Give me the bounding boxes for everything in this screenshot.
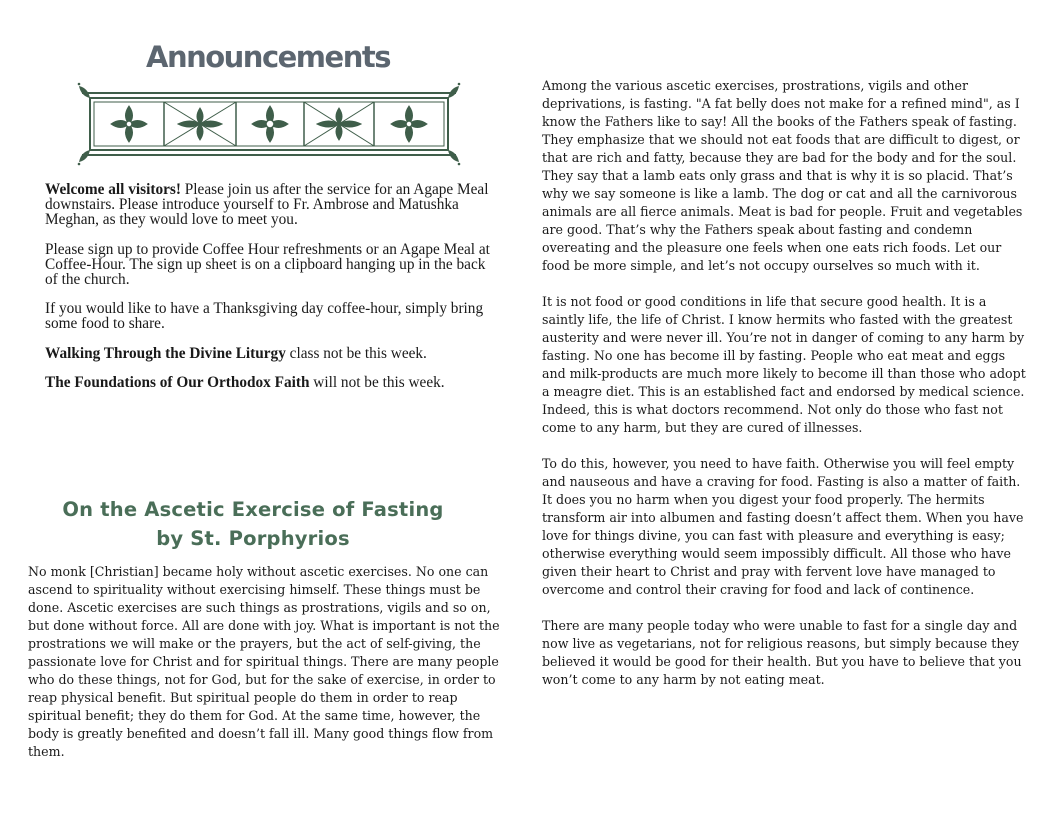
article-heading: [28, 495, 478, 553]
welcome-text: Please join us after the service for an Agape Meal downstairs. Please introduce yourself to Fr. Ambrose and Matushka Meghan, as they would love to meet you.: [45, 181, 489, 228]
article-title: On the Ascetic Exercise of Fasting: [62, 498, 444, 521]
announcements-body: [45, 182, 495, 405]
welcome-paragraph: [45, 182, 495, 227]
thanksgiving-paragraph: If you would like to have a Thanksgiving day coffee-hour, simply bring some food to share.: [45, 300, 484, 332]
article-paragraph-4: To do this, however, you need to have faith. Otherwise you will feel empty and nauseous and have a craving for food. Fasting is also a matter of faith. It does you no harm when you digest your food properly. The hermits transform air into albumen and fasting doesn’t affect them. When you have love for things divine, you can fast with pleasure and everything is easy; otherwise everything would seem impossibly difficult. All those who have given their heart to Christ and pray with fervent love have managed to overcome and control their craving for food and lack of continence.: [542, 456, 1024, 597]
foundations-title: The Foundations of Our Orthodox Faith: [45, 374, 310, 391]
article-paragraph-2: Among the various ascetic exercises, prostrations, vigils and other deprivations, is fasting. "A fat belly does not make for a refined mind", as I know the Fathers like to say! All the books of the Fathers speak of fasting. They emphasize that we should not eat foods that are difficult to digest, or that are rich and fatty, because they are bad for the body and for the soul. They say that a lamb eats only grass and that is why it is so placid. That’s why we say someone is like a lamb. The dog or cat and all the carnivorous animals are all fierce animals. Meat is bad for people. Fruit and vegetables are good. That’s why the Fathers speak about fasting and condemn overeating and the pleasure one feels when one eats rich foods. Let our food be more simple, and let’s not occupy ourselves so much with it.: [542, 78, 1023, 273]
liturgy-class-paragraph: [45, 346, 495, 361]
article-paragraph-3: It is not food or good conditions in life that secure good health. It is a saintly life, the life of Christ. I know hermits who fasted with the greatest austerity and were never ill. You’re not in danger of coming to any harm by fasting. No one has become ill by fasting. People who eat meat and eggs and milk-products are much more likely to become ill than those who adopt a meagre diet. This is an established fact and endorsed by medical science. Indeed, this is what doctors recommend. Not only do those who fast not come to any harm, but they are cured of illnesses.: [542, 294, 1026, 435]
announcements-heading: Announcements: [146, 40, 390, 74]
liturgy-class-title: Walking Through the Divine Liturgy: [45, 344, 286, 362]
article-paragraph-5: There are many people today who were unable to fast for a single day and now live as vegetarians, not for religious reasons, but simply because they believed it would be good for their health. But you have to believe that you won’t come to any harm by not eating meat.: [542, 618, 1022, 687]
liturgy-class-text: class not be this week.: [285, 344, 427, 362]
article-paragraph-1: No monk [Christian] became holy without ascetic exercises. No one can ascend to spirituality without exercising himself. These things must be done. Ascetic exercises are such things as prostrations, vigils and so on, but done without force. All are done with joy. What is important is not the prostrations we will make or the prayers, but the act of self-giving, the passionate love for Christ and for spiritual things. There are many people who do these things, not for God, but for the sake of exercise, in order to reap physical benefit. But spiritual people do them in order to reap spiritual benefit; they do them for God. At the same time, however, the body is greatly benefited and doesn’t fall ill. Many good things flow from them.: [28, 564, 500, 759]
right-column: [542, 77, 1026, 707]
foundations-paragraph: [45, 375, 495, 390]
foundations-text: will not be this week.: [309, 374, 445, 391]
article-body-left: [28, 563, 510, 761]
decorative-ornament-border: [74, 80, 464, 168]
coffee-hour-paragraph: Please sign up to provide Coffee Hour refreshments or an Agape Meal at Coffee-Hour. The sign up sheet is on a clipboard hanging up in the back of the church.: [45, 240, 490, 288]
article-author: by St. Porphyrios: [156, 527, 350, 550]
welcome-heading: Welcome all visitors!: [45, 181, 181, 198]
